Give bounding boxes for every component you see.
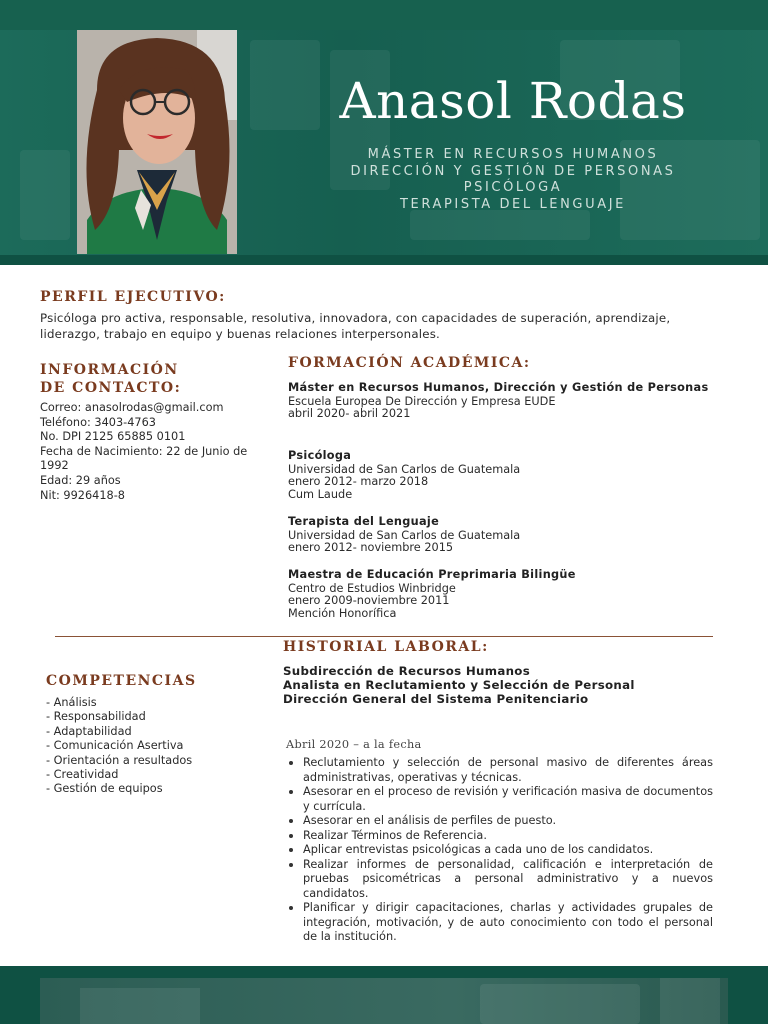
work-heading: HISTORIAL LABORAL: xyxy=(283,639,489,655)
section-divider xyxy=(55,636,713,637)
duty-item: Asesorar en el proceso de revisión y verificación masiva de documentos y currícula. xyxy=(285,785,713,814)
header-top-strip xyxy=(0,0,768,30)
education-line: Mención Honorífica xyxy=(288,606,397,620)
work-role: Dirección General del Sistema Penitenciario xyxy=(283,692,589,706)
footer-image xyxy=(40,978,728,1024)
title-line: PSICÓLOGA xyxy=(463,180,563,195)
duty-item: Reclutamiento y selección de personal masivo de diferentes áreas administrativas, operativas y técnicas. xyxy=(285,756,713,785)
contact-birthdate: Fecha de Nacimiento: 22 de Junio de 1992 xyxy=(40,444,248,473)
skills-heading: COMPETENCIAS xyxy=(46,673,197,689)
title-line: TERAPISTA DEL LENGUAJE xyxy=(400,196,626,212)
profile-heading: PERFIL EJECUTIVO: xyxy=(40,289,226,305)
education-line: enero 2009-noviembre 2011 xyxy=(288,594,450,608)
contact-dpi: No. DPI 2125 65885 0101 xyxy=(40,430,186,444)
work-role: Subdirección de Recursos Humanos xyxy=(283,664,531,678)
education-line: Universidad de San Carlos de Guatemala xyxy=(288,462,521,476)
title-line: DIRECCIÓN Y GESTIÓN DE PERSONAS xyxy=(350,163,676,179)
education-line: Escuela Europea De Dirección y Empresa EUDE xyxy=(288,394,556,408)
contact-heading xyxy=(40,361,181,397)
contact-nit: Nit: 9926418-8 xyxy=(40,488,125,502)
duty-item: Asesorar en el análisis de perfiles de puesto. xyxy=(285,814,713,829)
education-item xyxy=(288,568,728,620)
education-title: Terapista del Lenguaje xyxy=(288,515,440,528)
education-line: abril 2020- abril 2021 xyxy=(288,407,411,421)
skill-item: - Adaptabilidad xyxy=(46,724,132,738)
header-bottom-line xyxy=(0,255,768,265)
skill-item: - Análisis xyxy=(46,696,97,709)
contact-age: Edad: 29 años xyxy=(40,473,121,487)
education-title: Máster en Recursos Humanos, Dirección y Gestión de Personas xyxy=(288,381,709,394)
header-banner xyxy=(0,0,768,265)
education-line: Cum Laude xyxy=(288,487,353,501)
skill-item: - Orientación a resultados xyxy=(46,753,193,767)
contact-email: Correo: anasolrodas@gmail.com xyxy=(40,401,224,414)
work-duties-list xyxy=(285,756,713,945)
contact-heading-line: INFORMACIÓN xyxy=(40,362,179,378)
education-title: Psicóloga xyxy=(288,449,352,462)
education-item xyxy=(288,449,728,501)
duty-item: Aplicar entrevistas psicológicas a cada uno de los candidatos. xyxy=(285,843,713,858)
education-item xyxy=(288,515,728,555)
education-title: Maestra de Educación Preprimaria Bilingüe xyxy=(288,568,576,581)
skill-item: - Creatividad xyxy=(46,768,119,782)
education-line: Universidad de San Carlos de Guatemala xyxy=(288,528,521,542)
title-line: MÁSTER EN RECURSOS HUMANOS xyxy=(367,147,659,162)
work-period: Abril 2020 – a la fecha xyxy=(286,738,422,751)
education-heading: FORMACIÓN ACADÉMICA: xyxy=(288,355,531,371)
education-line: Centro de Estudios Winbridge xyxy=(288,581,456,595)
skills-list xyxy=(46,696,261,797)
skill-item: - Gestión de equipos xyxy=(46,782,163,796)
contact-heading-line: DE CONTACTO: xyxy=(40,380,182,396)
professional-titles xyxy=(258,147,768,213)
duty-item: Planificar y dirigir capacitaciones, charlas y actividades grupales de integración, motivación, y de auto conocimiento con todo el personal de la institución. xyxy=(285,901,713,945)
duty-item: Realizar informes de personalidad, calificación e interpretación de pruebas psicométricas a personal administrativo y a nuevos candidatos. xyxy=(285,858,713,902)
work-roles xyxy=(283,664,723,706)
profile-photo xyxy=(77,30,237,254)
education-line: enero 2012- marzo 2018 xyxy=(288,475,429,489)
contact-phone: Teléfono: 3403-4763 xyxy=(40,415,156,429)
skill-item: - Comunicación Asertiva xyxy=(46,739,184,753)
education-line: enero 2012- noviembre 2015 xyxy=(288,541,454,555)
education-item xyxy=(288,381,728,421)
duty-item: Realizar Términos de Referencia. xyxy=(285,829,713,844)
work-role: Analista en Reclutamiento y Selección de Personal xyxy=(283,678,635,692)
skill-item: - Responsabilidad xyxy=(46,710,146,724)
candidate-name: Anasol Rodas xyxy=(339,72,687,130)
footer-banner xyxy=(0,966,768,1024)
profile-text: Psicóloga pro activa, responsable, resolutiva, innovadora, con capacidades de superación, aprendizaje, liderazgo, trabajo en equipo y buenas relaciones interpersonales. xyxy=(40,311,671,341)
contact-info xyxy=(40,401,255,503)
